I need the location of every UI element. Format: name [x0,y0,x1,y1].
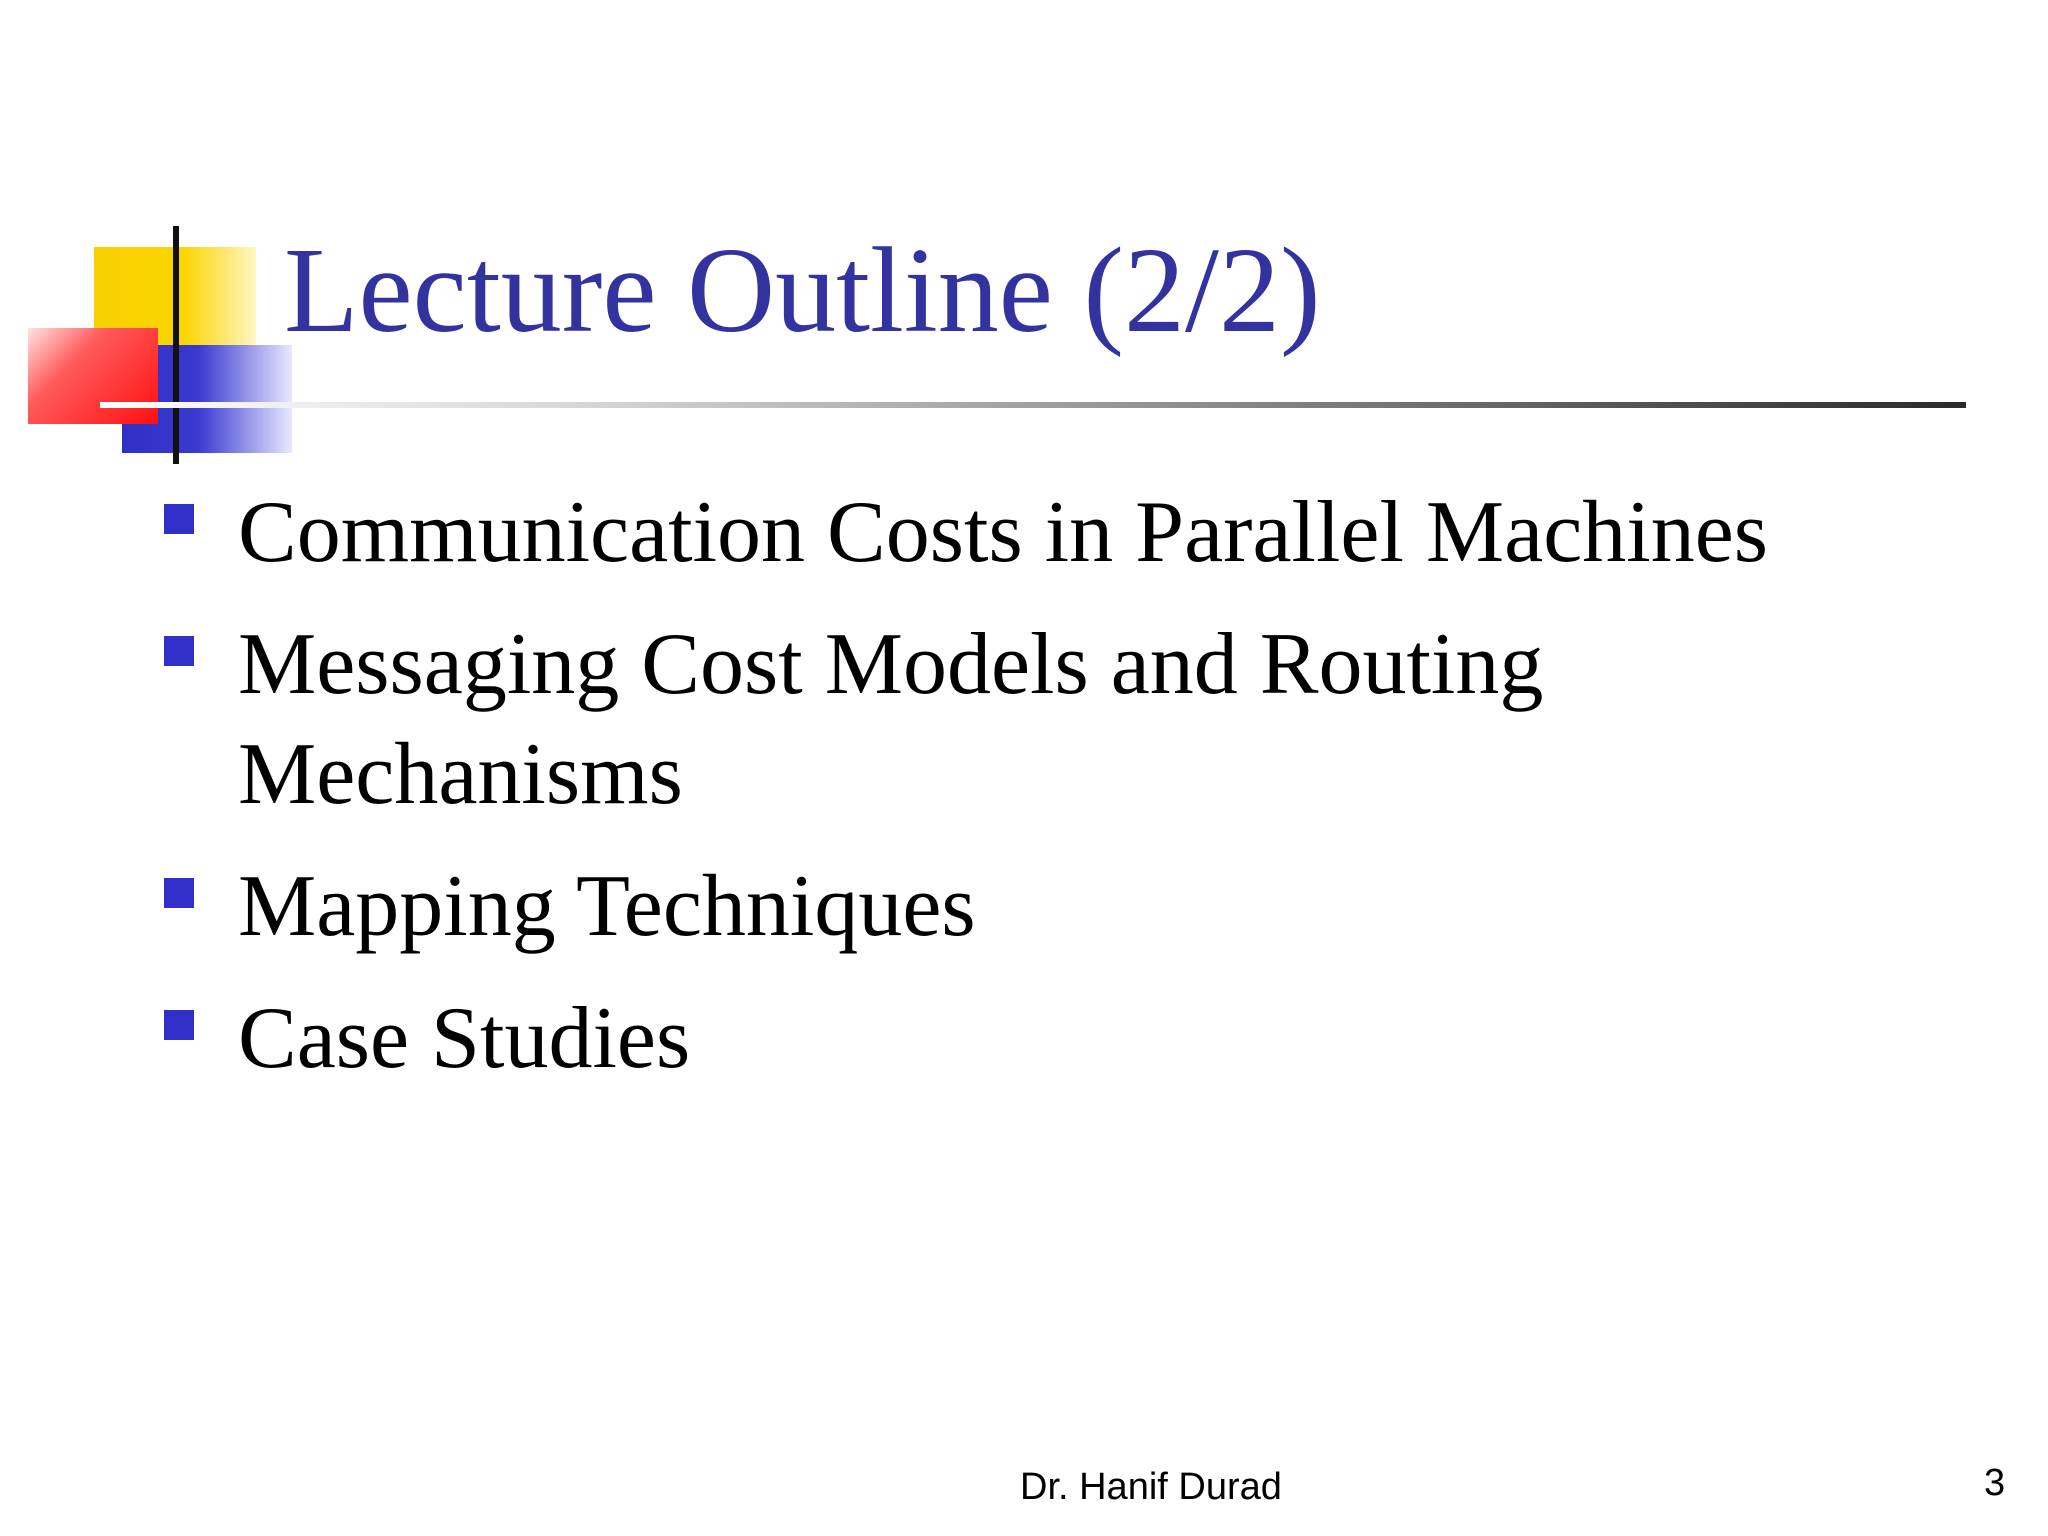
square-bullet-icon [164,504,194,534]
page-number: 3 [1984,1462,2006,1504]
bullet-text: Case Studies [238,990,691,1087]
footer-author: Dr. Hanif Durad [1020,1466,1282,1508]
bullet-item [162,610,1962,830]
square-bullet-icon [164,1010,194,1040]
title-underline [100,402,1966,408]
bullet-item [162,478,1962,588]
slide-title: Lecture Outline (2/2) [284,223,1321,358]
bullet-list [162,478,1962,1116]
decor-vertical-line [173,226,179,464]
bullet-text: Communication Costs in Parallel Machines [238,484,1769,581]
decor-red-square [28,328,158,424]
bullet-item [162,852,1962,962]
square-bullet-icon [164,878,194,908]
bullet-text: Mapping Techniques [238,858,976,955]
bullet-item [162,984,1962,1094]
bullet-text: Messaging Cost Models and Routing Mechanisms [238,616,1544,823]
square-bullet-icon [164,636,194,666]
